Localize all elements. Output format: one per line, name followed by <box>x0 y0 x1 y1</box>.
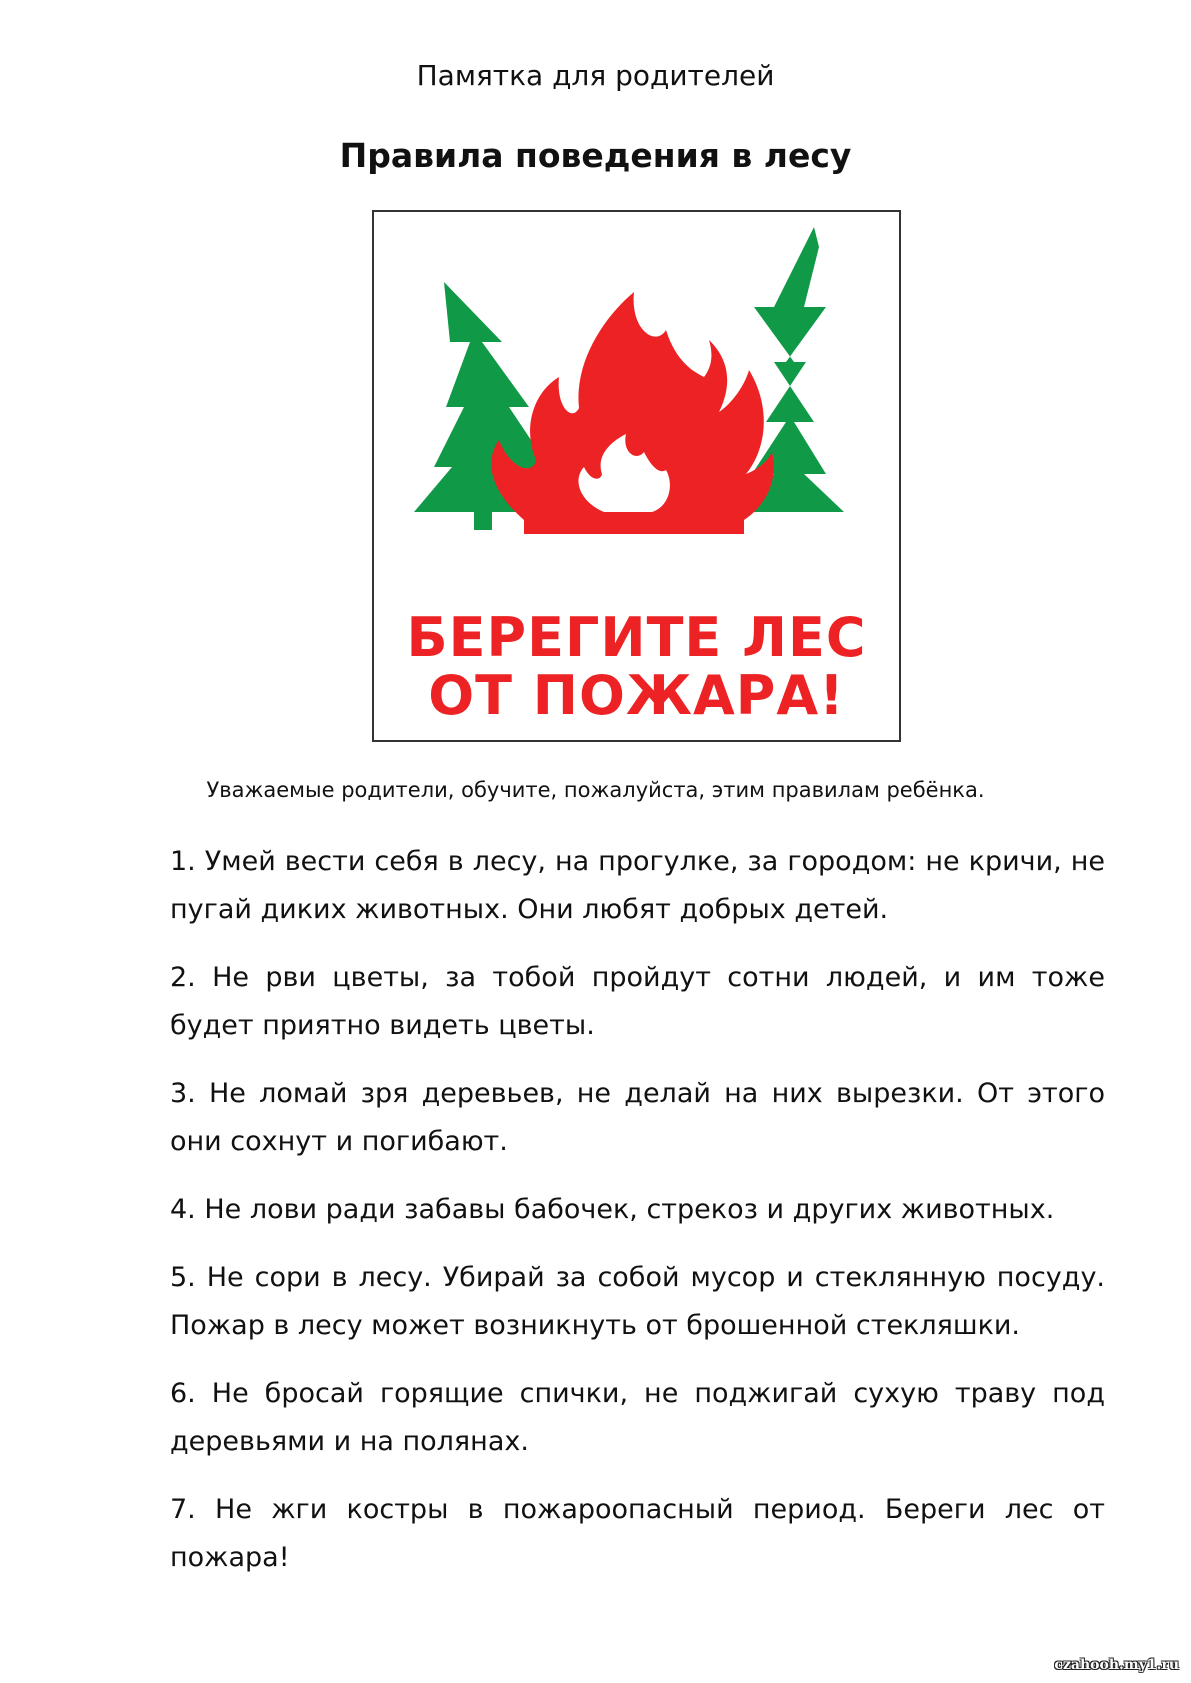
rule-item: 2. Не рви цветы, за тобой пройдут сотни людей, и им тоже будет приятно видеть цветы. <box>170 962 1105 1041</box>
rule-item: 3. Не ломай зря деревьев, не делай на них вырезки. От этого они сохнут и погибают. <box>170 1078 1105 1157</box>
right-tree-icon <box>734 227 844 512</box>
sign-line-2: ОТ ПОЖАРА! <box>428 664 845 727</box>
fire-warning-sign <box>372 210 901 742</box>
rule-item: 7. Не жги костры в пожароопасный период. Береги лес от пожара! <box>170 1494 1105 1573</box>
rule-item: 1. Умей вести себя в лесу, на прогулке, за городом: не кричи, не пугай диких животных. Они любят добрых детей. <box>170 846 1105 925</box>
fire-base-bar <box>524 520 744 534</box>
intro-text: Уважаемые родители, обучите, пожалуйста, этим правилам ребёнка. <box>206 778 985 802</box>
watermark: czahooh.my1.ru <box>1054 1657 1179 1673</box>
page-subtitle: Памятка для родителей <box>416 59 775 92</box>
rule-item: 4. Не лови ради забавы бабочек, стрекоз и других животных. <box>170 1194 1055 1225</box>
sign-line-1: БЕРЕГИТЕ ЛЕС <box>406 606 867 669</box>
rules-list <box>170 838 1105 1602</box>
rule-item: 5. Не сори в лесу. Убирай за собой мусор и стеклянную посуду. Пожар в лесу может возникнуть от брошенной стекляшки. <box>170 1262 1105 1341</box>
page-title: Правила поведения в лесу <box>339 136 852 175</box>
rule-item: 6. Не бросай горящие спички, не поджигай сухую траву под деревьями и на полянах. <box>170 1378 1105 1457</box>
